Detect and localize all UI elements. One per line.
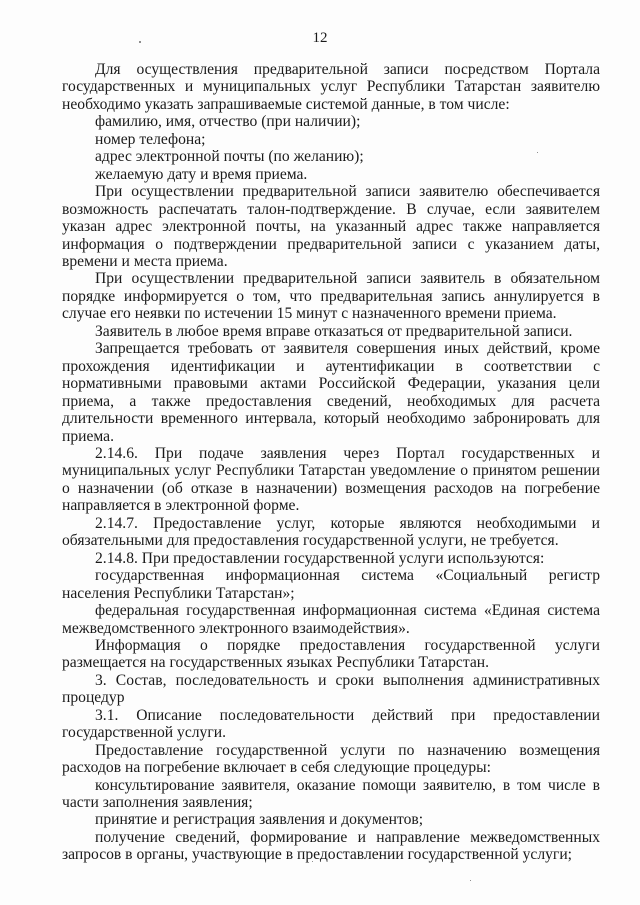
- clause-3-1: 3.1. Описание последовательности действий при предоставлении государственной услуги.: [62, 706, 600, 742]
- list-item: принятие и регистрация заявления и документов;: [95, 811, 424, 829]
- page-number: 12: [312, 30, 328, 46]
- list-item: фамилию, имя, отчество (при наличии);: [95, 113, 361, 131]
- paragraph: При осуществлении предварительной записи заявитель в обязательном порядке информируется о том, что предварительная запись аннулируется в случае его неявки по истечении 15 минут с назначенного времени приема.: [62, 270, 600, 323]
- clause-2-14-7: 2.14.7. Предоставление услуг, которые являются необходимыми и обязательными для предоставления государственной услуги, не требуется.: [62, 514, 600, 550]
- scan-speck: [139, 41, 141, 43]
- paragraph: Предоставление государственной услуги по назначению возмещения расходов на погребение включает в себя следующие процедуры:: [62, 741, 600, 777]
- section-heading-3: 3. Состав, последовательность и сроки выполнения административных процедур: [62, 671, 600, 707]
- list-item: желаемую дату и время приема.: [95, 165, 308, 183]
- document-body: [62, 61, 600, 864]
- clause-2-14-8: 2.14.8. При предоставлении государственной услуги используются:: [95, 549, 545, 567]
- paragraph: Заявитель в любое время вправе отказаться от предварительной записи.: [95, 322, 573, 340]
- scan-speck: [470, 880, 471, 881]
- paragraph: Информация о порядке предоставления государственной услуги размещается на государственных языках Республики Татарстан.: [62, 636, 600, 672]
- list-item: получение сведений, формирование и направление межведомственных запросов в органы, участвующие в предоставлении государственной услуги;: [62, 828, 600, 864]
- list-item: государственная информационная система «Социальный регистр населения Республики Татарстан»;: [62, 567, 600, 602]
- list-item: консультирование заявителя, оказание помощи заявителю, в том числе в части заполнения заявления;: [62, 776, 600, 812]
- list-item: адрес электронной почты (по желанию);: [95, 148, 364, 166]
- list-item: номер телефона;: [95, 130, 206, 148]
- paragraph: При осуществлении предварительной записи заявителю обеспечивается возможность распечатать талон-подтверждение. В случае, если заявителем указан адрес электронной почты, на указанный адрес также направляется информация о подтверждении предварительной записи с указанием даты, времени и места приема.: [62, 183, 600, 270]
- paragraph: Для осуществления предварительной записи посредством Портала государственных и муниципальных услуг Республики Татарстан заявителю необходимо указать запрашиваемые системой данные, в том числе:: [62, 61, 600, 113]
- list-item: федеральная государственная информационная система «Единая система межведомственного электронного взаимодействия».: [62, 602, 600, 637]
- clause-2-14-6: 2.14.6. При подаче заявления через Портал государственных и муниципальных услуг Республики Татарстан уведомление о принятом решении о назначении (об отказе в назначении) возмещения расходов на погребение направляется в электронной форме.: [62, 444, 600, 515]
- paragraph: Запрещается требовать от заявителя совершения иных действий, кроме прохождения идентификации и аутентификации в соответствии с нормативными правовыми актами Российской Федерации, указания цели приема, а также предоставления сведений, необходимых для расчета длительности временного интервала, который необходимо забронировать для приема.: [62, 340, 600, 445]
